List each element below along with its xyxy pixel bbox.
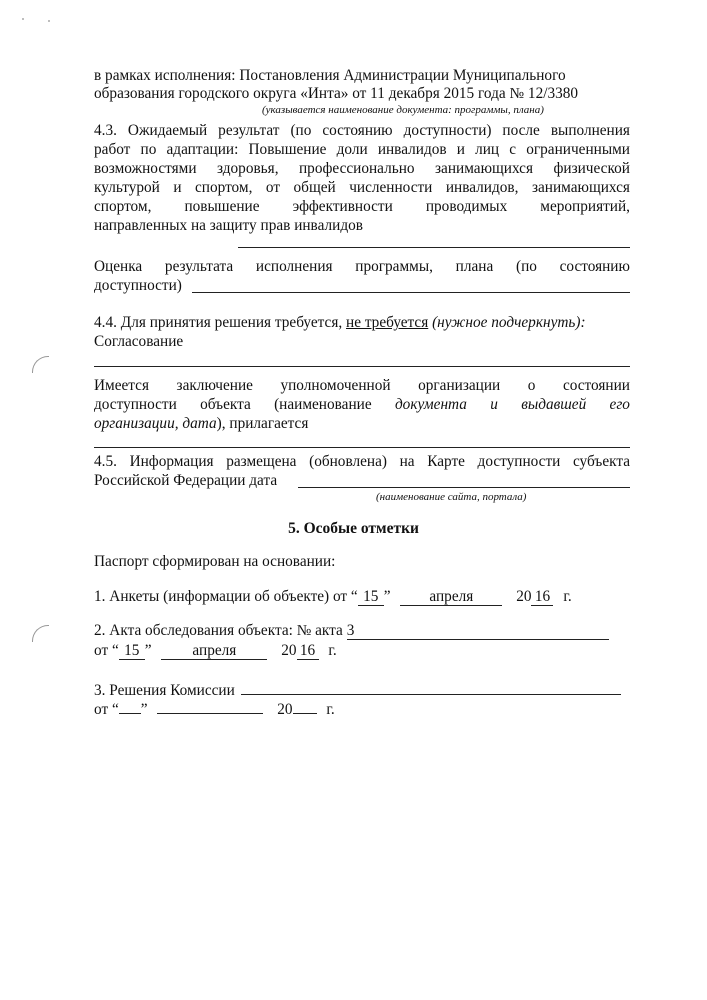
item-1-year: 16 bbox=[531, 588, 553, 606]
site-note: (наименование сайта, портала) bbox=[376, 491, 527, 503]
blank-rule bbox=[94, 366, 630, 367]
item-2-act-number: 3 bbox=[347, 622, 609, 640]
section-4-3-line-4: культурой и спортом, от общей численности инвалидов, занимающихся bbox=[94, 179, 630, 196]
section-4-3-line-1: 4.3. Ожидаемый результат (по состоянию доступности) после выполнения bbox=[94, 122, 630, 139]
conclusion-line-3: организации, дата), прилагается bbox=[94, 415, 309, 432]
item-1-day: 15 bbox=[358, 588, 384, 606]
program-line-1: в рамках исполнения: Постановления Администрации Муниципального bbox=[94, 67, 566, 84]
item-1-month: апреля bbox=[400, 588, 502, 606]
section-4-3-line-2: работ по адаптации: Повышение доли инвалидов и лиц с ограниченными bbox=[94, 141, 630, 158]
section-5-heading: 5. Особые отметки bbox=[288, 520, 419, 537]
scan-speck bbox=[48, 20, 50, 22]
evaluation-blank bbox=[192, 292, 630, 293]
evaluation-line-1: Оценка результата исполнения программы, плана (по состоянию bbox=[94, 258, 630, 275]
item-3-month-blank bbox=[157, 698, 263, 714]
evaluation-line-2: доступности) bbox=[94, 277, 182, 294]
basis-line: Паспорт сформирован на основании: bbox=[94, 553, 336, 570]
item-1-questionnaire: 1. Анкеты (информации об объекте) от “ 15 ” апреля 20 16 г. bbox=[94, 588, 572, 605]
item-3-date: от “ ” 20 г. bbox=[94, 698, 335, 720]
section-4-3-line-3: возможностями здоровья, профессионально занимающихся физической bbox=[94, 160, 630, 177]
section-4-5-line-2: Российской Федерации дата bbox=[94, 472, 278, 489]
item-2-survey-act: 2. Акта обследования объекта: № акта 3 bbox=[94, 621, 609, 641]
scan-speck bbox=[22, 18, 24, 20]
binding-hole-mark bbox=[32, 625, 49, 642]
item-2-date: от “ 15 ” апреля 20 16 г. bbox=[94, 642, 337, 659]
item-3-year-blank bbox=[293, 698, 317, 714]
date-blank bbox=[298, 487, 630, 488]
blank-rule bbox=[238, 247, 630, 248]
program-line-2: образования городского округа «Инта» от 11 декабря 2015 года № 12/3380 bbox=[94, 85, 579, 102]
selected-option: не требуется bbox=[346, 314, 429, 331]
conclusion-line-1: Имеется заключение уполномоченной организации о состоянии bbox=[94, 377, 630, 394]
section-4-3-line-6: направленных на защиту прав инвалидов bbox=[94, 217, 363, 234]
item-2-day: 15 bbox=[119, 642, 145, 660]
binding-hole-mark bbox=[32, 356, 49, 373]
item-3-commission: 3. Решения Комиссии bbox=[94, 679, 621, 701]
item-3-blank bbox=[241, 679, 621, 695]
program-note: (указывается наименование документа: программы, плана) bbox=[262, 104, 544, 116]
section-4-5-line-1: 4.5. Информация размещена (обновлена) на Карте доступности субъекта bbox=[94, 453, 630, 470]
section-4-4-line-2: Согласование bbox=[94, 333, 184, 350]
section-4-4-line-1: 4.4. Для принятия решения требуется, не требуется (нужное подчеркнуть): bbox=[94, 314, 586, 331]
section-4-3-line-5: спортом, повышение эффективности проводимых мероприятий, bbox=[94, 198, 630, 215]
blank-rule bbox=[94, 447, 630, 448]
item-3-day-blank bbox=[119, 698, 141, 714]
conclusion-line-2: доступности объекта (наименование документа и выдавшей его bbox=[94, 396, 630, 413]
item-2-month: апреля bbox=[161, 642, 267, 660]
item-2-year: 16 bbox=[297, 642, 319, 660]
